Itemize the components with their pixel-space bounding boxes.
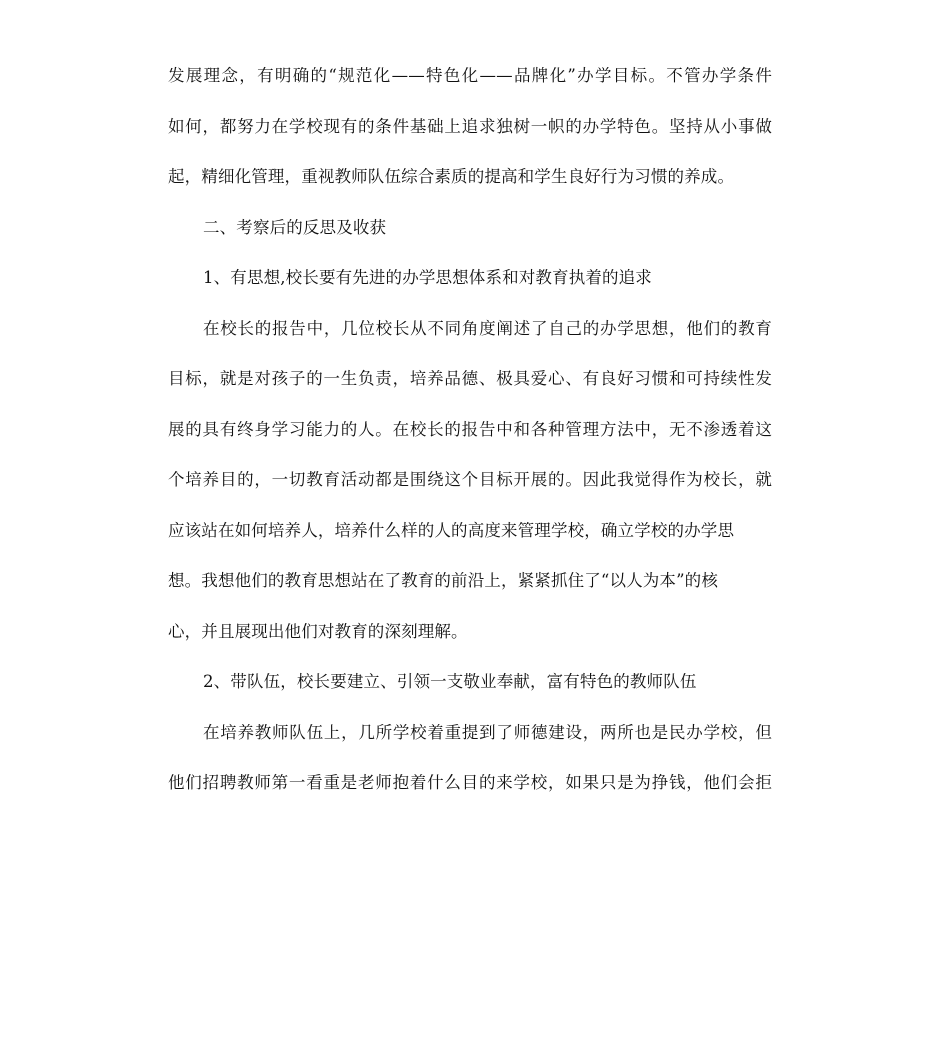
document-body [168, 57, 772, 815]
paragraph-line: 在培养教师队伍上，几所学校着重提到了师德建设，两所也是民办学校，但 [203, 722, 772, 742]
paragraph-line: 应该站在如何培养人，培养什么样的人的高度来管理学校，确立学校的办学思 [168, 520, 735, 540]
subsection-heading: 2、带队伍，校长要建立、引领一支敬业奉献，富有特色的教师队伍 [203, 672, 697, 691]
paragraph-line: 个培养目的，一切教育活动都是围绕这个目标开展的。因此我觉得作为校长，就 [168, 470, 772, 489]
paragraph-line: 心，并且展现出他们对教育的深刻理解。 [168, 621, 468, 641]
paragraph-line: 如何，都努力在学校现有的条件基础上追求独树一帜的办学特色。坚持从小事做 [168, 116, 772, 136]
paragraph-line: 想。我想他们的教育思想站在了教育的前沿上，紧紧抓住了“以人为本”的核 [168, 571, 718, 590]
paragraph-line: 目标，就是对孩子的一生负责，培养品德、极具爱心、有良好习惯和可持续性发 [168, 369, 772, 388]
paragraph-line: 起，精细化管理，重视教师队伍综合素质的提高和学生良好行为习惯的养成。 [168, 167, 735, 186]
section-heading: 二、考察后的反思及收获 [203, 217, 387, 237]
paragraph-line: 在校长的报告中，几位校长从不同角度阐述了自己的办学思想，他们的教育 [203, 318, 772, 338]
paragraph-line: 发展理念，有明确的“规范化——特色化——品牌化”办学目标。不管办学条件 [168, 66, 772, 85]
subsection-heading: 1、有思想,校长要有先进的办学思想体系和对教育执着的追求 [203, 268, 652, 287]
paragraph-line: 展的具有终身学习能力的人。在校长的报告中和各种管理方法中，无不渗透着这 [168, 419, 772, 439]
paragraph-line: 他们招聘教师第一看重是老师抱着什么目的来学校，如果只是为挣钱，他们会拒 [168, 773, 772, 792]
